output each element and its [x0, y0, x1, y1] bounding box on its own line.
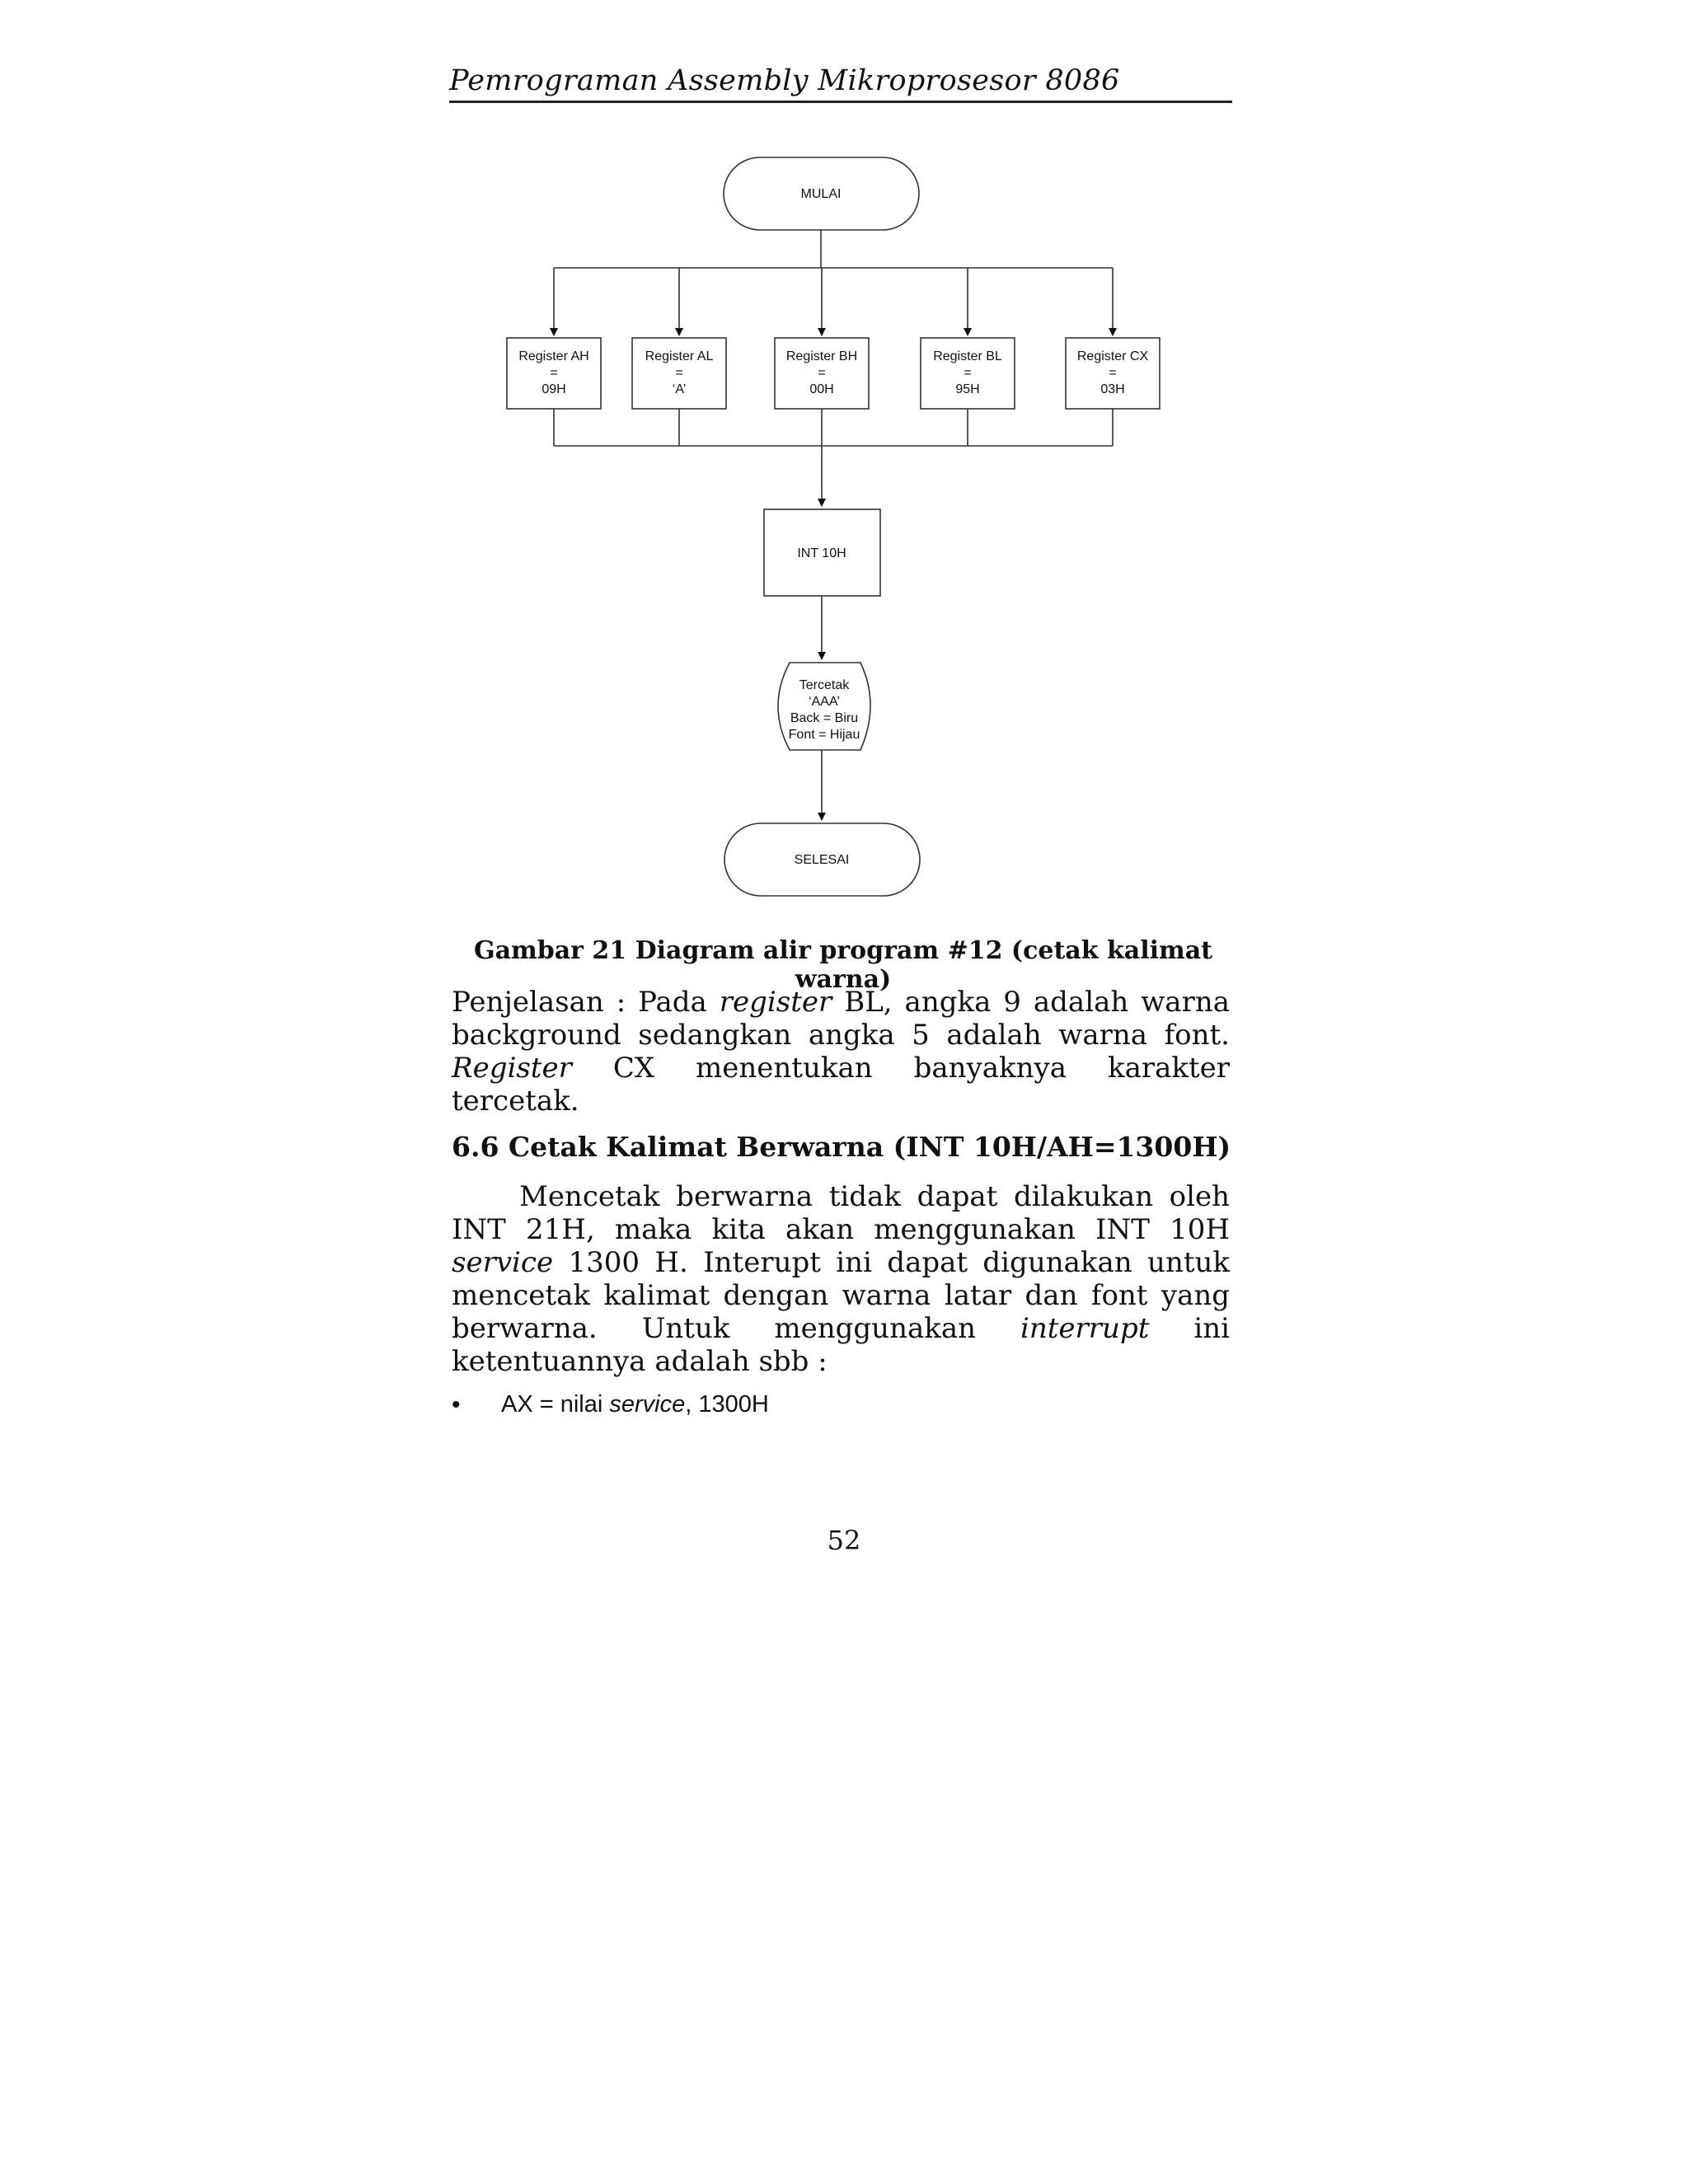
display-line-3: Back = Biru — [790, 711, 859, 725]
body-text-2: 1300 H. Interupt ini dapat digunakan untuk mencetak kalimat dengan warna latar dan font yang berwarna. Untuk menggunakan — [452, 1246, 1230, 1345]
explanation-text-1: Penjelasan : Pada — [452, 986, 720, 1019]
display-line-1: Tercetak — [799, 678, 850, 692]
process-label: INT 10H — [797, 546, 846, 560]
start-label: MULAI — [800, 187, 842, 201]
explanation-paragraph — [452, 986, 1230, 1118]
end-label: SELESAI — [794, 853, 850, 867]
flowchart-diagram — [0, 0, 1688, 923]
register-al-name: Register AL — [645, 349, 714, 363]
bullet-text — [501, 1391, 769, 1418]
register-bh-name: Register BH — [785, 349, 858, 363]
bullet-italic-1: service — [609, 1391, 686, 1418]
register-bl-name: Register BL — [933, 349, 1002, 363]
body-paragraph — [452, 1180, 1230, 1378]
register-cx-value: 03H — [1100, 382, 1125, 396]
section-heading: 6.6 Cetak Kalimat Berwarna (INT 10H/AH=1300H) — [452, 1131, 1231, 1163]
body-italic-1: service — [452, 1246, 554, 1279]
explanation-italic-2: Register — [452, 1052, 572, 1085]
explanation-text-3: CX menentukan banyaknya karakter tercetak. — [452, 1052, 1230, 1118]
page-number: 52 — [827, 1525, 861, 1556]
register-cx-name: Register CX — [1076, 349, 1149, 363]
register-bl-value: 95H — [955, 382, 980, 396]
bullet-text-1: AX = nilai — [501, 1391, 610, 1418]
body-italic-2: interrupt — [1020, 1312, 1150, 1345]
register-al-value: ‘A’ — [672, 382, 687, 396]
display-line-4: Font = Hijau — [788, 728, 860, 742]
bullet-text-2: , 1300H — [685, 1391, 769, 1418]
explanation-text-2: BL, angka 9 adalah warna background sedangkan angka 5 adalah warna font. — [452, 986, 1230, 1052]
register-bh-eq: = — [818, 366, 826, 380]
register-bl-eq: = — [964, 366, 972, 380]
register-bh-value: 00H — [809, 382, 834, 396]
bullet-dot-icon: • — [452, 1391, 461, 1418]
running-header: Pemrograman Assembly Mikroprosesor 8086 — [449, 64, 1232, 103]
figure-caption: Gambar 21 Diagram alir program #12 (cetak kalimat warna) — [473, 936, 1213, 994]
display-line-2: ‘AAA’ — [809, 695, 840, 709]
explanation-italic-1: register — [719, 986, 832, 1019]
register-ah-eq: = — [550, 366, 558, 380]
body-text-3: ini ketentuannya adalah sbb : — [452, 1312, 1230, 1378]
register-ah-name: Register AH — [518, 349, 589, 363]
body-text-1: Mencetak berwarna tidak dapat dilakukan oleh INT 21H, maka kita akan menggunakan INT 10H — [452, 1180, 1230, 1246]
register-al-eq: = — [675, 366, 683, 380]
register-ah-value: 09H — [542, 382, 566, 396]
register-cx-eq: = — [1109, 366, 1117, 380]
